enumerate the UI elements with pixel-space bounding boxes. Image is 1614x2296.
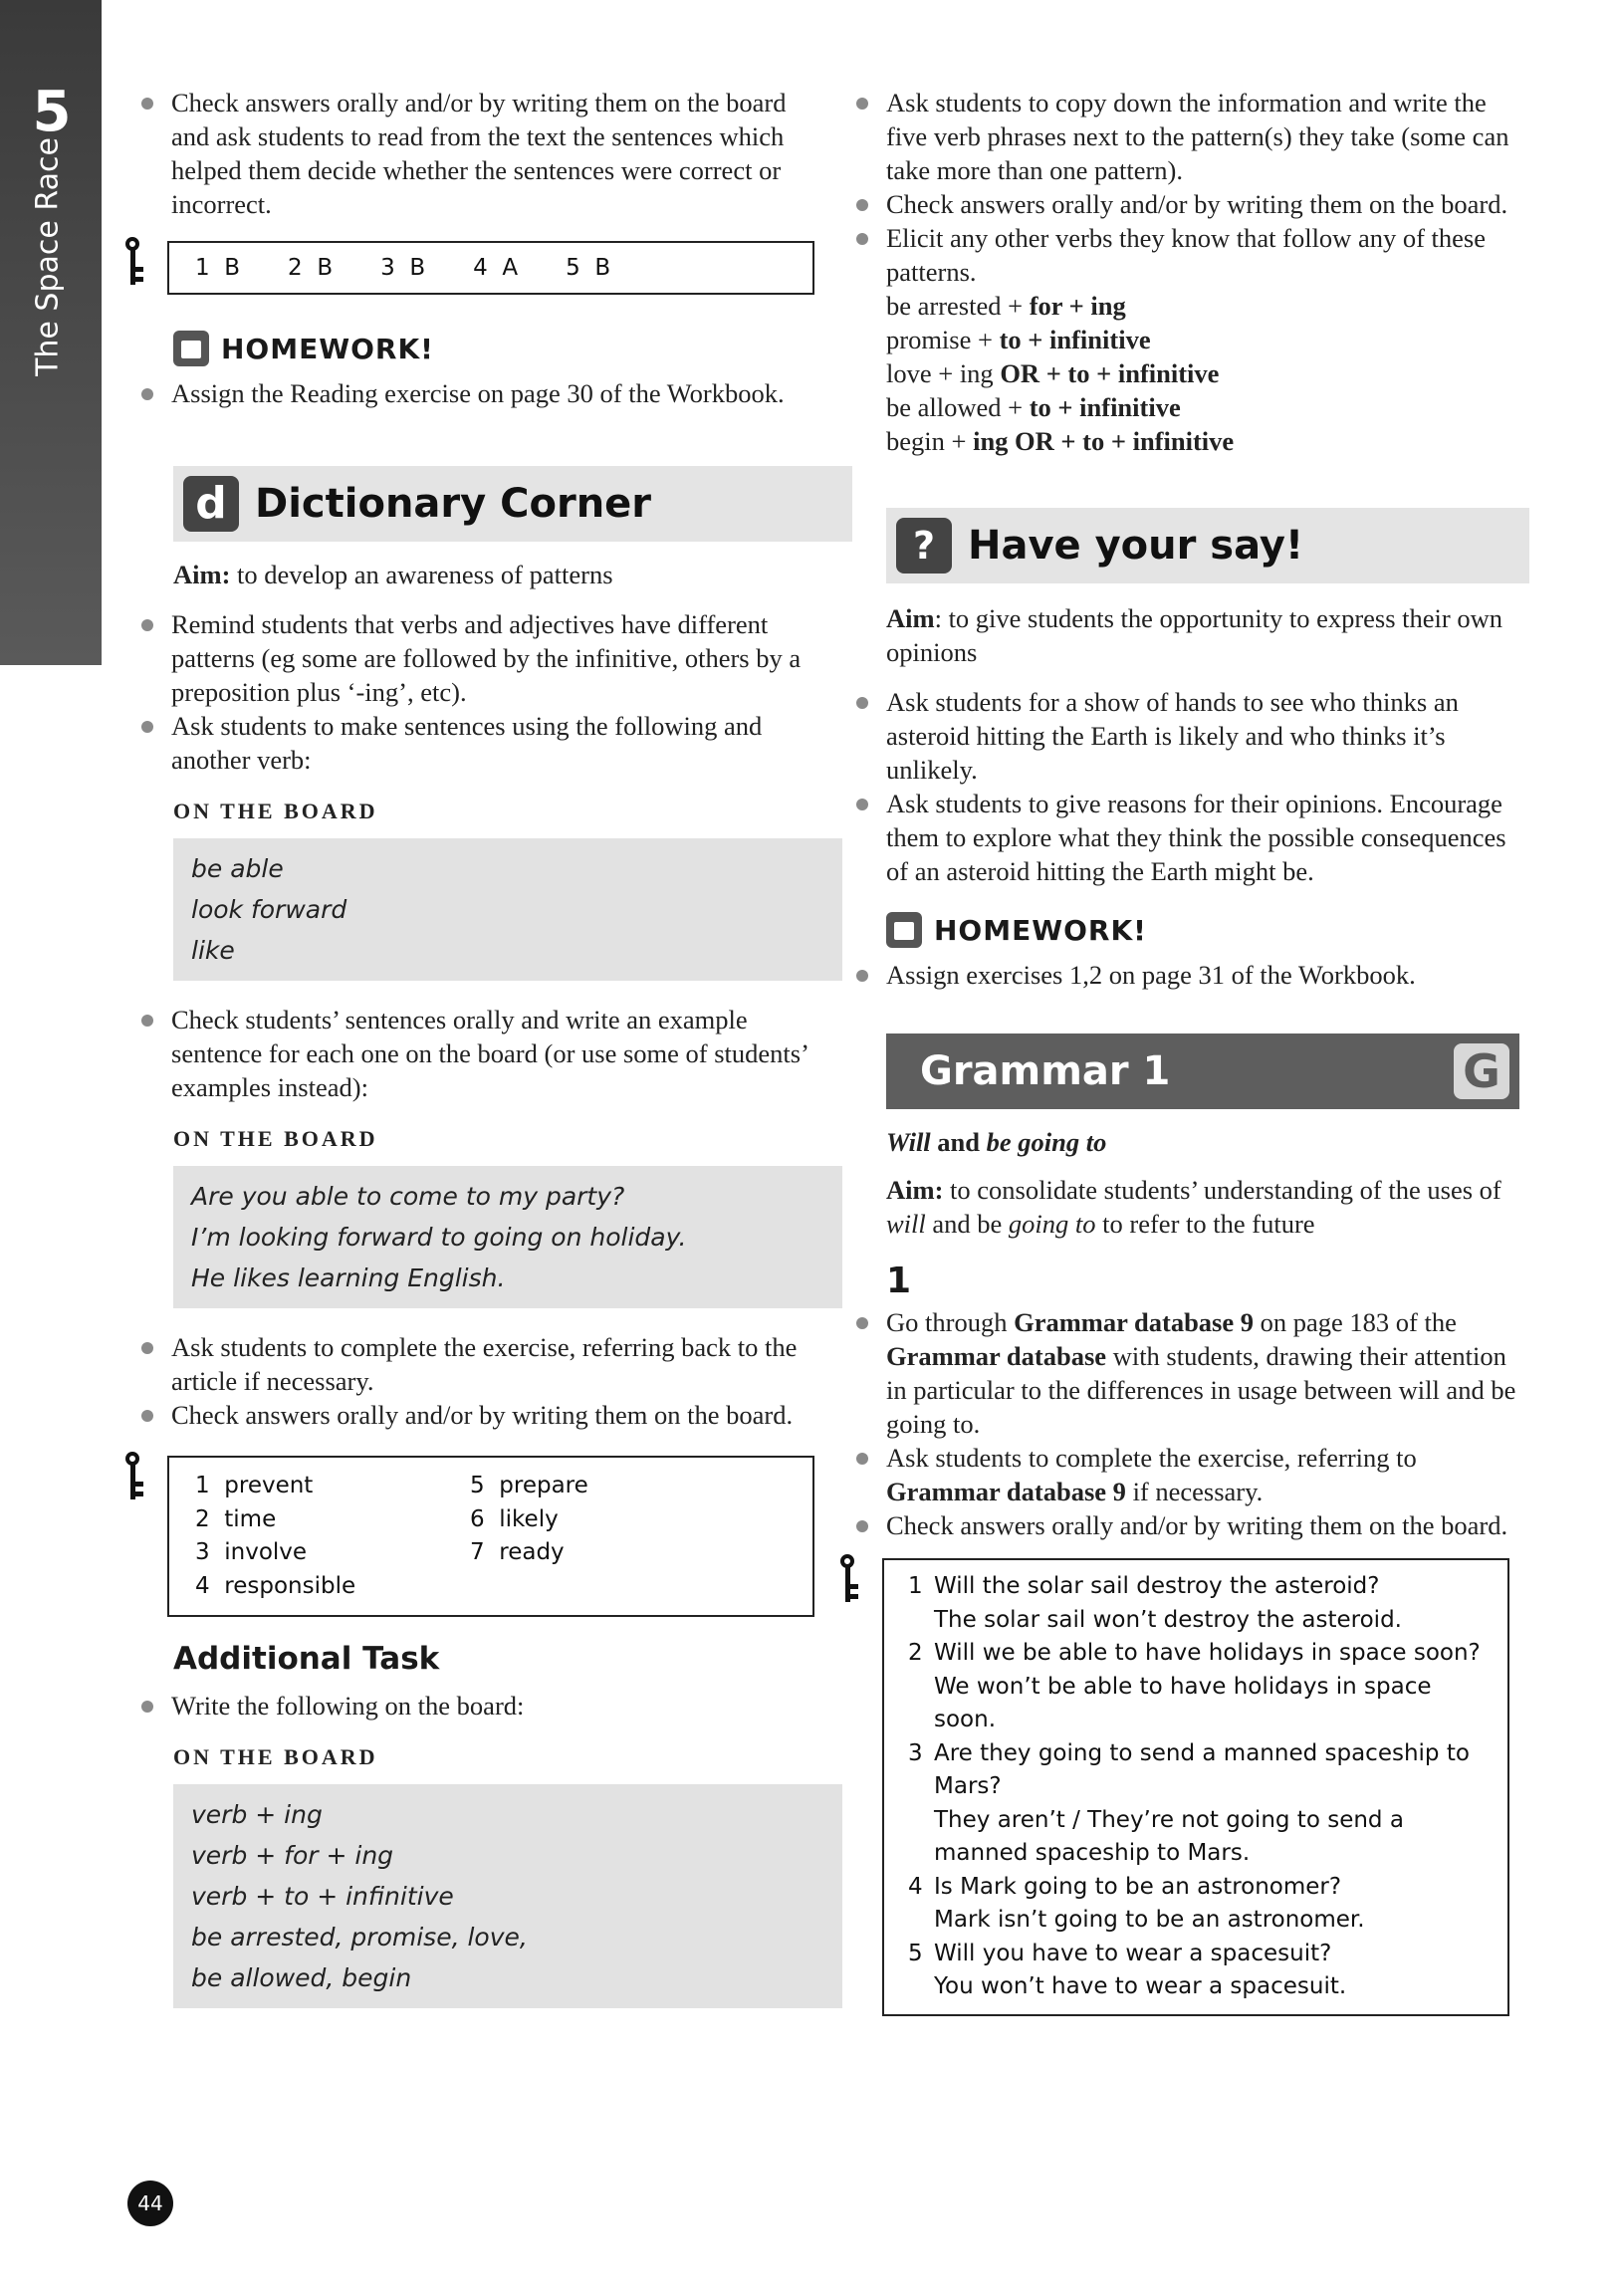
list-item: Ask students to complete the exercise, referring back to the article if necessary. <box>137 1330 814 1398</box>
pattern-bullets <box>852 86 1529 289</box>
homework-heading <box>137 331 814 366</box>
additional-task-bullets <box>137 1689 814 1722</box>
additional-task-title: Additional Task <box>173 1641 440 1677</box>
dictionary-bullets-3 <box>137 1330 814 1432</box>
have-your-say-bullets <box>852 685 1529 888</box>
list-item: Remind students that verbs and adjectives have different patterns (eg some are followed by the infinitive, others by a preposition plus ‘-ing’, etc). <box>137 607 814 709</box>
answer-key-reading <box>167 241 814 295</box>
board-line: like <box>191 936 235 965</box>
answer-key-dictionary <box>167 1456 814 1617</box>
homework-label: HOMEWORK! <box>221 332 434 365</box>
homework-bullets <box>852 958 1529 992</box>
list-item: Assign exercises 1,2 on page 31 of the Workbook. <box>852 958 1529 992</box>
on-the-board-label: ON THE BOARD <box>173 799 378 823</box>
page-number: 44 <box>127 2181 173 2226</box>
pattern-line: begin + ing OR + to + infinitive <box>886 426 1235 456</box>
list-item: Check students’ sentences orally and write an example sentence for each one on the board (or use some of students’ examples instead): <box>137 1003 814 1104</box>
list-item: Assign the Reading exercise on page 30 of the Workbook. <box>137 376 814 410</box>
list-item: Write the following on the board: <box>137 1689 814 1722</box>
list-item: Go through Grammar database 9 on page 183 of the Grammar database with students, drawing their attention in particular to the differences in usage between will and be going to. <box>852 1305 1529 1441</box>
list-item: Ask students for a show of hands to see who thinks an asteroid hitting the Earth is likely and who thinks it’s unlikely. <box>852 685 1529 787</box>
aim-statement: Aim: to give students the opportunity to express their own opinions <box>886 603 1502 667</box>
board-line: verb + for + ing <box>191 1841 394 1870</box>
board-box <box>173 1784 842 2008</box>
board-line: verb + ing <box>191 1800 323 1829</box>
pattern-line: promise + to + infinitive <box>886 325 1151 354</box>
grammar-header <box>886 1033 1519 1109</box>
aim-statement: Aim: to develop an awareness of patterns <box>173 560 613 589</box>
section-title: Grammar 1 <box>920 1048 1171 1094</box>
answer-item: 3 involve <box>195 1539 308 1565</box>
list-item: Ask students to give reasons for their opinions. Encourage them to explore what they think the possible consequences of an asteroid hitting the Earth might be. <box>852 787 1529 888</box>
list-item: Check answers orally and/or by writing them on the board and ask students to read from the text the sentences which helped them decide whether the sentences were correct or incorrect. <box>137 86 814 221</box>
list-item: Check answers orally and/or by writing them on the board. <box>852 187 1529 221</box>
list-item: Ask students to copy down the information and write the five verb phrases next to the pattern(s) they take (some can take more than one pattern). <box>852 86 1529 187</box>
section-title: Dictionary Corner <box>255 481 652 527</box>
board-line: He likes learning English. <box>191 1263 506 1292</box>
answer-item: 4 A <box>473 255 519 281</box>
homework-icon <box>886 912 922 948</box>
dictionary-corner-header <box>173 466 852 542</box>
homework-bullets <box>137 376 814 410</box>
on-the-board-label: ON THE BOARD <box>173 1126 378 1151</box>
dictionary-bullets <box>137 607 814 777</box>
have-your-say-header <box>886 508 1529 583</box>
board-line: look forward <box>191 895 347 924</box>
grammar-bullets <box>852 1305 1529 1542</box>
answer-item: 3 B <box>380 255 426 281</box>
list-item: Ask students to complete the exercise, referring to Grammar database 9 if necessary. <box>852 1441 1529 1508</box>
on-the-board-label: ON THE BOARD <box>173 1744 378 1769</box>
pattern-line: be arrested + for + ing <box>886 291 1126 321</box>
answer-item: 7 ready <box>470 1539 565 1565</box>
homework-heading <box>852 912 1529 948</box>
speech-bubble-icon: ? <box>896 518 952 574</box>
homework-label: HOMEWORK! <box>934 913 1147 947</box>
answer-item: 5 Will you have to wear a spacesuit? You won’t have to wear a spacesuit. <box>908 1940 1347 1999</box>
board-line: I’m looking forward to going on holiday. <box>191 1223 687 1252</box>
grammar-answer-list <box>908 1570 1484 2004</box>
board-box <box>173 838 842 981</box>
unit-number: 5 <box>32 80 72 144</box>
board-line: Are you able to come to my party? <box>191 1182 625 1211</box>
pattern-line: be allowed + to + infinitive <box>886 392 1181 422</box>
answer-item: 2 time <box>195 1505 277 1532</box>
answer-item: 3 Are they going to send a manned spaceship to Mars? They aren’t / They’re not going to send a manned spaceship to Mars. <box>908 1739 1470 1866</box>
answer-item: 4 Is Mark going to be an astronomer? Mark isn’t going to be an astronomer. <box>908 1873 1365 1933</box>
board-line: be able <box>191 854 284 883</box>
unit-side-tab <box>0 0 102 665</box>
board-line: be arrested, promise, love, <box>191 1923 528 1952</box>
section-title: Have your say! <box>968 523 1304 569</box>
list-item: Elicit any other verbs they know that follow any of these patterns. <box>852 221 1529 289</box>
answer-item: 6 likely <box>470 1505 559 1532</box>
answer-item: 1 Will the solar sail destroy the asteroid? The solar sail won’t destroy the asteroid. <box>908 1573 1402 1633</box>
key-icon <box>125 1452 143 1505</box>
answer-item: 1 prevent <box>195 1473 314 1498</box>
answer-item: 2 Will we be able to have holidays in space soon? We won’t be able to have holidays in space soon. <box>908 1640 1481 1732</box>
board-line: be allowed, begin <box>191 1963 412 1992</box>
answer-key-grammar <box>882 1558 1509 2016</box>
answer-item: 2 B <box>288 255 334 281</box>
board-line: verb + to + infinitive <box>191 1882 454 1911</box>
answer-column <box>470 1470 588 1603</box>
right-column <box>852 86 1529 2016</box>
board-box <box>173 1166 842 1308</box>
unit-title: The Space Race <box>30 137 66 376</box>
key-icon <box>125 237 143 291</box>
dictionary-icon: d <box>183 476 239 532</box>
grammar-subtitle: Will and be going to <box>886 1127 1107 1157</box>
answer-item: 5 prepare <box>470 1473 588 1498</box>
list-item: Check answers orally and/or by writing them on the board. <box>137 1398 814 1432</box>
dictionary-bullets-2 <box>137 1003 814 1104</box>
pattern-list <box>852 289 1529 458</box>
homework-icon <box>173 331 209 366</box>
intro-bullets <box>137 86 814 221</box>
exercise-number: 1 <box>886 1261 912 1301</box>
list-item: Ask students to make sentences using the following and another verb: <box>137 709 814 777</box>
answer-column <box>195 1470 470 1603</box>
answer-item: 4 responsible <box>195 1572 356 1599</box>
aim-statement: Aim: to consolidate students’ understanding of the uses of will and be going to to refer to the future <box>886 1175 1501 1239</box>
grammar-icon: G <box>1454 1043 1509 1099</box>
answer-item: 1 B <box>195 255 241 281</box>
list-item: Check answers orally and/or by writing them on the board. <box>852 1508 1529 1542</box>
pattern-line: love + ing OR + to + infinitive <box>886 358 1220 388</box>
left-column <box>137 86 814 2008</box>
key-icon <box>840 1554 858 1608</box>
answer-item: 5 B <box>566 255 611 281</box>
